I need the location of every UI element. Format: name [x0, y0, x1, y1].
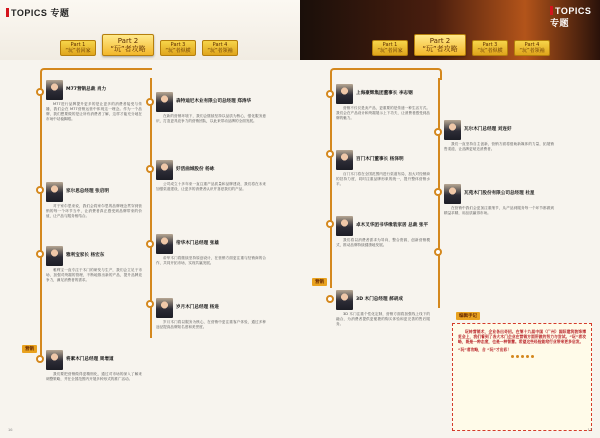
card-body: 公司成立十多年来一直注重产品质量和品牌建设，我们将在未来加强渠道建设，让更多的消费者认识并喜爱我们的产品。 [156, 182, 266, 191]
section-tag: TOPICS 专题 [550, 6, 592, 28]
card-title: 森特迪尼木业有限公司总经理 郑涛华 [176, 99, 252, 104]
interview-card [444, 184, 554, 244]
right-page [300, 0, 600, 438]
editor-note-sign: “玩”者攻略，合 “玩”才出彩！ [458, 346, 512, 352]
timeline [330, 78, 332, 288]
tab-part-2[interactable]: Part 2 “玩”者攻略 [414, 34, 466, 56]
card-title: M77营销总裁 肖力 [66, 87, 107, 92]
portrait-photo [156, 298, 173, 318]
portrait-photo [46, 350, 63, 370]
timeline-node [36, 250, 44, 258]
card-body: 岁月木门将以服务为核心，在营销中更注重客户体验，通过多种途径提高品牌知名度和美誉度。 [156, 320, 266, 329]
interview-card [336, 290, 430, 380]
card-body: 我们一直坚持自主创新，营销方面将借助新媒体的力量，拓展销售渠道，让品牌更贴近消费者。 [444, 142, 554, 151]
card-title: 瓦苑木门股份有限公司总经理 杜星 [464, 191, 535, 196]
card-body: 在营销中我们会更加注重细节，从产品到服务每一个环节都做到精益求精，用品质赢得市场。 [444, 206, 554, 215]
card-body: 我们将以消费者需求为导向，整合资源，创新营销模式，推动品牌持续健康地发展。 [336, 238, 430, 247]
card-title: 将素木门总经理 周增道 [66, 357, 114, 362]
card-body: 在新的营销环境下，我们会继续坚持以品质为核心，强化服务意识，打造更具竞争力的营销团队，以此来带动品牌的全面发展。 [156, 114, 266, 123]
timeline-node [36, 355, 44, 363]
card-title: 百门木门董事长 杨泽明 [356, 157, 404, 162]
timeline-node [434, 248, 442, 256]
timeline-node [326, 150, 334, 158]
portrait-photo [46, 80, 63, 100]
interview-card [156, 298, 266, 358]
tab-part-2[interactable]: Part 2 “玩”者攻略 [102, 34, 154, 56]
interview-card [336, 84, 430, 146]
section-tag: TOPICS 专题 [6, 6, 69, 19]
editor-note-text: 玩转营销术，企业各出奇招。在第十九届中国（广州）国际建筑装饰博览会上，我们看到了各大木门企业在营销方面所做的努力与尝试。“玩”者攻略，既是一种态度，也是一种智慧。希望这些经验能给行业带来更多启发。 [458, 329, 586, 345]
card-body: 雅利宝一直专注于木门的研发与生产，我们会立足于市场，加强对终端的管理，不断地推出新的产品，提升品牌竞争力，满足消费者的需求。 [46, 268, 142, 282]
timeline-node [146, 98, 154, 106]
interview-card [46, 246, 142, 336]
timeline-node [326, 220, 334, 228]
portrait-photo [46, 246, 63, 266]
card-title: 3D 木门总经理 郝胡成 [356, 297, 403, 302]
interview-card [46, 350, 142, 422]
portrait-photo [336, 84, 353, 104]
editor-note-label: 编辑手记 [456, 312, 480, 320]
timeline-node [434, 128, 442, 136]
interview-card [46, 182, 142, 244]
interview-card [336, 216, 430, 274]
card-title: 雅利宝家长 杨宏东 [66, 253, 105, 258]
tab-part-3[interactable]: Part 3 “玩”者纵横 [472, 40, 508, 56]
interview-card [156, 234, 266, 296]
interview-card [46, 80, 142, 180]
portrait-photo [336, 216, 353, 236]
interview-card [156, 92, 266, 158]
card-body: 3D 木门注重个性化定制，营销方面将加强线上线下的融合，为消费者提供更便捷的购买体验和更完善的售后服务。 [336, 312, 430, 326]
topic-label: 营销 [312, 278, 327, 286]
timeline-node [326, 295, 334, 303]
card-title: 帝华木门总经理 张雄 [176, 241, 219, 246]
timeline-node [434, 188, 442, 196]
card-title: 瓦尔木门总经理 刘连好 [464, 127, 512, 132]
card-body: 对于家尔思来说，我们会将家尔思的品牌理念贯穿到营销的每一个环节当中，让消费者真正感受到品牌带来的价值，让产品与服务相结合。 [46, 204, 142, 218]
portrait-photo [156, 234, 173, 254]
tab-part-1[interactable]: Part 1 “玩”者回家 [60, 40, 96, 56]
tab-part-3[interactable]: Part 3 “玩”者纵横 [160, 40, 196, 56]
card-body: 百门木门将在全国范围内进行渠道布局，加大对经销商的扶持力度，同时注重品牌形象的统一，提升整体营销水平。 [336, 172, 430, 186]
interview-card [444, 120, 554, 182]
timeline-node [146, 165, 154, 173]
card-title: 卓木叉华团书华缘装家居 总裁 张平 [356, 223, 429, 228]
card-title: 岁月木门总经理 杨进 [176, 305, 219, 310]
tab-part-4[interactable]: Part 4 “玩”者领袖 [514, 40, 550, 56]
interview-card [336, 150, 430, 214]
portrait-photo [444, 120, 461, 140]
timeline-node [146, 240, 154, 248]
timeline [150, 78, 152, 338]
portrait-photo [156, 92, 173, 112]
portrait-photo [336, 290, 353, 310]
page-number: 17 [587, 427, 592, 432]
tab-part-1[interactable]: Part 1 “玩”者回家 [372, 40, 408, 56]
card-body: 营销不仅仅是卖产品，更重要的是传递一种生活方式。我们会在产品设计和终端展示上下功夫，让消费者感受到品牌的魅力。 [336, 106, 430, 120]
topic-label: 营销 [22, 345, 37, 353]
page-number: 16 [8, 427, 13, 432]
editor-note-box [452, 323, 592, 431]
tab-part-4[interactable]: Part 4 “玩”者领袖 [202, 40, 238, 56]
timeline-node [36, 186, 44, 194]
card-body: 帝华木门将继续坚持原创设计，在营销方面更注重与经销商的合作，共同开拓市场，实现共赢发展。 [156, 256, 266, 265]
timeline-node [146, 300, 154, 308]
portrait-photo [46, 182, 63, 202]
card-title: 家尔思总经理 张启明 [66, 189, 109, 194]
portrait-photo [156, 160, 173, 180]
part-tabs [372, 34, 550, 56]
timeline-node [326, 90, 334, 98]
timeline-connector [40, 68, 152, 80]
timeline-node [36, 88, 44, 96]
card-title: 上海豪辉集团董事长 李志钢 [356, 91, 413, 96]
part-tabs [60, 34, 238, 56]
decorative-dots [458, 355, 586, 358]
portrait-photo [444, 184, 461, 204]
card-title: 好活曲城股份 杨咏 [176, 167, 215, 172]
card-body: 我们要把营销做得更精细化，通过对市场的深入了解来调整策略，并在全国范围内开展多种形式的推广活动。 [46, 372, 142, 381]
interview-card [156, 160, 266, 232]
card-body: M77进行品牌提升更多的是让更多的消费者接受与传播，我们会在 M77营销运营中体现这一理念。作为一个品牌，我们想要做的是让所有消费者了解，这样才能充分地在市场中站稳脚跟。 [46, 102, 142, 121]
portrait-photo [336, 150, 353, 170]
timeline [40, 78, 42, 358]
timeline-connector [330, 68, 442, 80]
